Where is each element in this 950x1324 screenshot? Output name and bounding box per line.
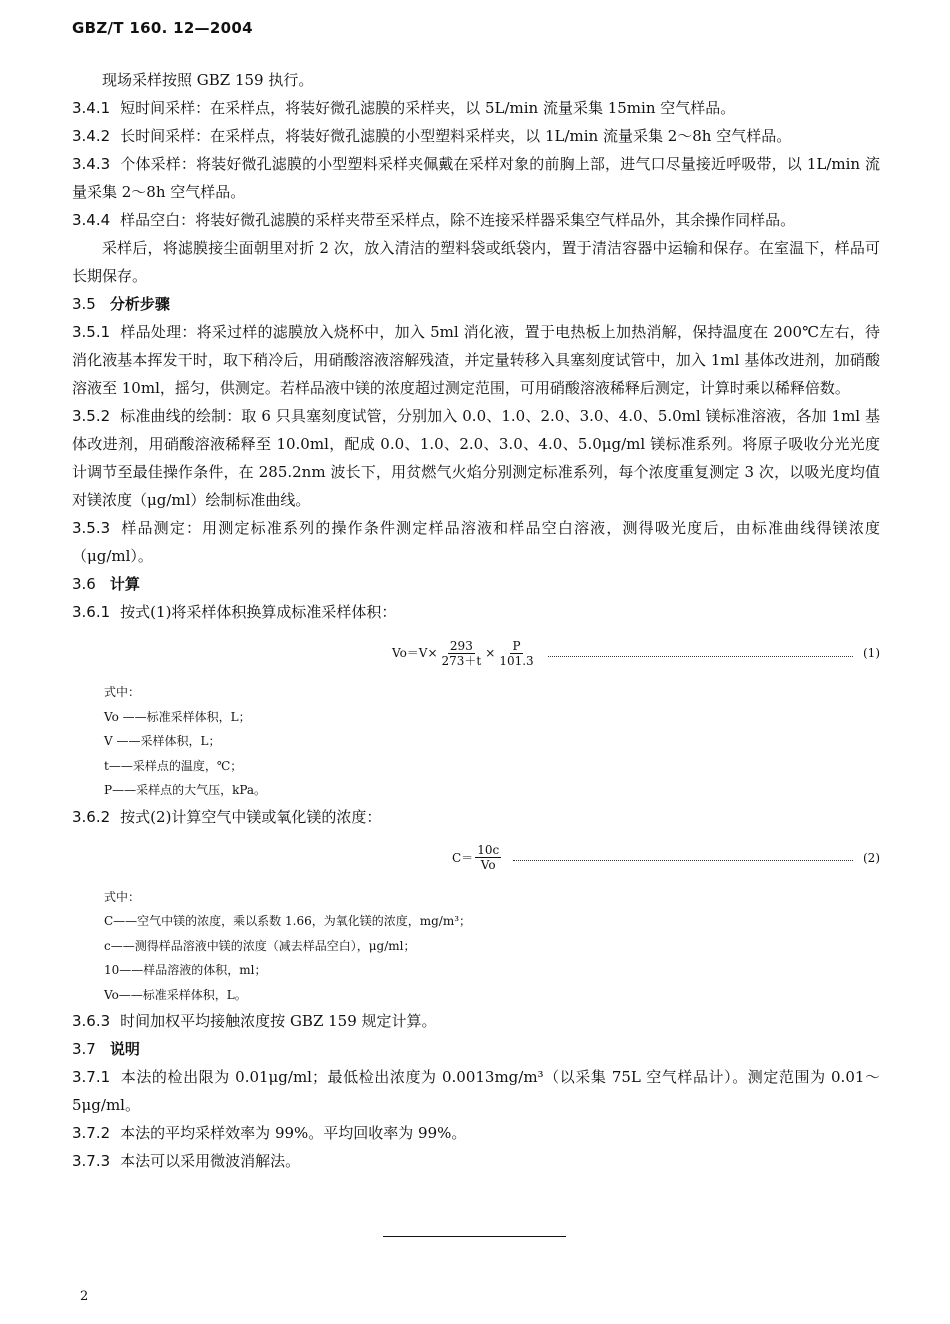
- clause-3-6-2: [72, 803, 880, 831]
- variable-definition: t——采样点的温度，℃；: [104, 758, 243, 773]
- variable-definition: Vo ——标准采样体积，L；: [104, 709, 251, 724]
- clause-text: 本法的检出限为 0.01μg/ml；最低检出浓度为 0.0013mg/m³（以采集 75L 空气样品计）。测定范围为 0.01～5μg/ml。: [72, 1068, 880, 1114]
- field-sampling-paragraph: 现场采样按照 GBZ 159 执行。: [102, 71, 314, 89]
- clause-number: 3.4.3: [72, 155, 111, 173]
- variable-definition: 10——样品溶液的体积，ml；: [104, 963, 267, 977]
- document-body: [72, 66, 880, 1175]
- variable-definition: Vo——标准采样体积，L。: [104, 987, 247, 1002]
- variable-definitions-1: [104, 680, 880, 803]
- variable-definition: V ——采样体积，L；: [104, 734, 221, 748]
- variable-definitions-2: [104, 885, 880, 1008]
- clause-text: 个体采样：将装好微孔滤膜的小型塑料采样夹佩戴在采样对象的前胸上部，进气口尽量接近呼吸带，以 1L/min 流量采集 2～8h 空气样品。: [72, 155, 880, 201]
- section-number: 3.7: [72, 1040, 96, 1058]
- fraction-concentration: [475, 843, 501, 872]
- clause-3-4-3: [72, 150, 880, 206]
- clause-number: 3.5.3: [72, 519, 111, 537]
- clause-text: 本法的平均采样效率为 99%。平均回收率为 99%。: [120, 1124, 467, 1142]
- where-label: 式中：: [104, 889, 141, 904]
- clause-number: 3.4.1: [72, 99, 111, 117]
- clause-number: 3.6.2: [72, 807, 111, 826]
- clause-3-7-2: [72, 1119, 880, 1147]
- section-heading-3-7: [72, 1035, 880, 1063]
- variable-definition: P——采样点的大气压，kPa。: [104, 783, 267, 797]
- clause-number: 3.5.2: [72, 407, 111, 425]
- clause-number: 3.4.2: [72, 127, 111, 145]
- clause-3-4-1: [72, 94, 880, 122]
- clause-text: 短时间采样：在采样点，将装好微孔滤膜的采样夹，以 5L/min 流量采集 15min 空气样品。: [120, 99, 736, 117]
- dot-leader: [513, 860, 853, 861]
- dot-leader: [548, 656, 853, 657]
- clause-3-4-2: [72, 122, 880, 150]
- clause-text: 标准曲线的绘制：取 6 只具塞刻度试管，分别加入 0.0、1.0、2.0、3.0、4.0、5.0ml 镁标准溶液，各加 1ml 基体改进剂，用硝酸溶液稀释至 10.0ml，配成 0.0、1.0、2.0、3.0、4.0、5.0μg/ml 镁标准系列。将原子吸收分光光度计调节至最佳操作条件，在 285.2nm 波长下，用贫燃气火焰分别测定标准系列，每个浓度重复测定 3 次，以吸光度均值对镁浓度（μg/ml）绘制标准曲线。: [72, 407, 880, 509]
- fraction-denominator: 101.3: [499, 653, 534, 668]
- clause-3-6-3: [72, 1007, 880, 1035]
- clause-text: 长时间采样：在采样点，将装好微孔滤膜的小型塑料采样夹，以 1L/min 流量采集 2～8h 空气样品。: [120, 127, 792, 145]
- section-number: 3.5: [72, 295, 96, 313]
- section-title: 分析步骤: [109, 295, 170, 313]
- section-heading-3-6: [72, 570, 880, 598]
- fraction-numerator: 10c: [477, 843, 500, 857]
- variable-definition: C——空气中镁的浓度，乘以系数 1.66，为氧化镁的浓度，mg/m³；: [104, 914, 472, 928]
- fraction-numerator: 293: [449, 638, 473, 653]
- clause-3-4-4: [72, 206, 880, 234]
- clause-number: 3.7.2: [72, 1124, 111, 1142]
- where-label: 式中：: [104, 685, 141, 699]
- formula-1: [72, 630, 880, 676]
- fraction-numerator: P: [512, 638, 521, 653]
- clause-3-6-1: [72, 598, 880, 626]
- clause-text: 样品空白：将装好微孔滤膜的采样夹带至采样点，除不连接采样器采集空气样品外，其余操作同样品。: [120, 211, 796, 229]
- clause-text: 样品处理：将采过样的滤膜放入烧杯中，加入 5ml 消化液，置于电热板上加热消解，保持温度在 200℃左右，待消化液基本挥发干时，取下稍冷后，用硝酸溶液溶解残渣，并定量转移入具塞刻度试管中，加入 1ml 基体改进剂，加硝酸溶液至 10ml，摇匀，供测定。若样品液中镁的浓度超过测定范围，可用硝酸溶液稀释后测定，计算时乘以稀释倍数。: [72, 323, 880, 397]
- section-number: 3.6: [72, 575, 96, 593]
- section-title: 说明: [109, 1040, 140, 1058]
- clause-number: 3.7.1: [72, 1068, 111, 1086]
- fraction-temperature: [440, 639, 484, 668]
- standard-code-header: GBZ/T 160. 12—2004: [72, 19, 253, 37]
- post-sampling-paragraph: 采样后，将滤膜接尘面朝里对折 2 次，放入清洁的塑料袋或纸袋内，置于清洁容器中运输和保存。在室温下，样品可长期保存。: [72, 239, 880, 285]
- times-sign: ×: [485, 646, 496, 660]
- clause-number: 3.6.3: [72, 1012, 111, 1030]
- equation-number: (2): [863, 850, 880, 865]
- clause-number: 3.5.1: [72, 323, 111, 341]
- fraction-pressure: [497, 639, 535, 668]
- clause-number: 3.4.4: [72, 211, 111, 229]
- variable-definition: c——测得样品溶液中镁的浓度（减去样品空白），μg/ml；: [104, 938, 416, 953]
- fraction-denominator: Vo: [480, 858, 496, 872]
- clause-3-5-3: [72, 514, 880, 570]
- clause-text: 样品测定：用测定标准系列的操作条件测定样品溶液和样品空白溶液，测得吸光度后，由标准曲线得镁浓度（μg/ml）。: [72, 519, 880, 565]
- clause-number: 3.6.1: [72, 603, 111, 621]
- clause-text: 按式(2)计算空气中镁或氧化镁的浓度：: [120, 807, 382, 826]
- section-heading-3-5: [72, 290, 880, 318]
- clause-text: 本法可以采用微波消解法。: [120, 1152, 301, 1170]
- formula-lhs: C＝: [452, 850, 474, 865]
- clause-3-7-1: [72, 1063, 880, 1119]
- page-number: 2: [80, 1289, 89, 1304]
- end-of-standard-rule: [383, 1236, 566, 1237]
- clause-text: 时间加权平均接触浓度按 GBZ 159 规定计算。: [120, 1012, 437, 1030]
- equation-number: (1): [863, 646, 880, 660]
- formula-lhs: Vo＝V×: [392, 646, 438, 660]
- fraction-denominator: 273＋t: [441, 653, 482, 668]
- section-title: 计算: [109, 575, 140, 593]
- clause-number: 3.7.3: [72, 1152, 111, 1170]
- formula-2: [72, 835, 880, 881]
- clause-3-5-1: [72, 318, 880, 402]
- clause-text: 按式(1)将采样体积换算成标准采样体积：: [120, 603, 397, 621]
- clause-3-5-2: [72, 402, 880, 514]
- clause-3-7-3: [72, 1147, 880, 1175]
